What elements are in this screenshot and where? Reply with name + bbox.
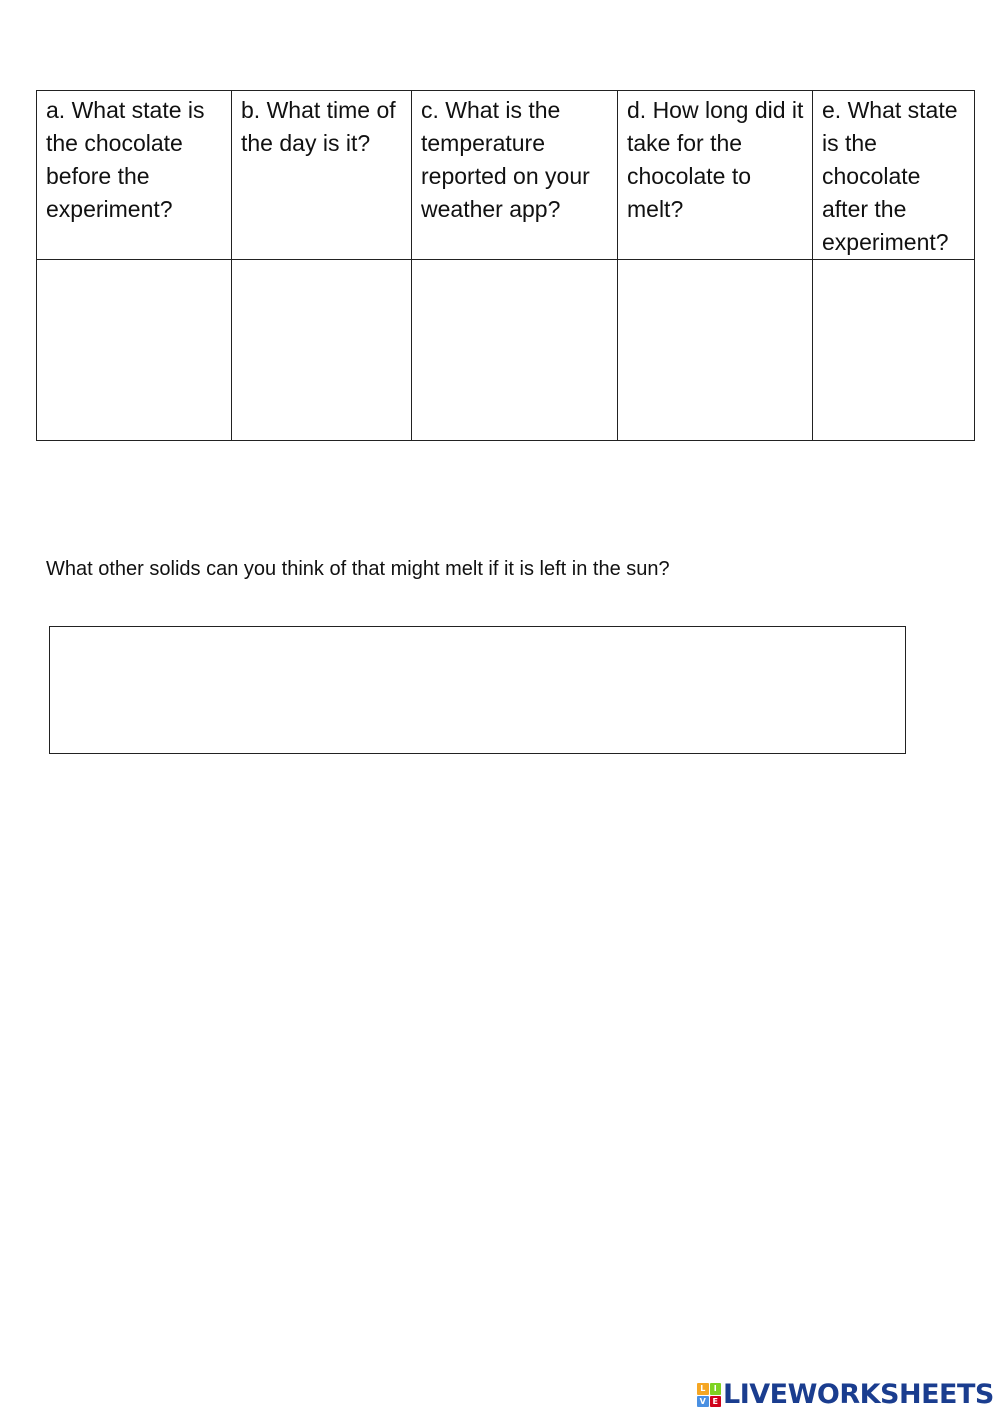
logo-mark-icon [697,1383,721,1407]
logo-text: LIVEWORKSHEETS [723,1379,994,1410]
answer-cell-state-after[interactable] [813,260,975,441]
logo-letter-e: E [710,1396,722,1408]
answer-cell-temperature[interactable] [412,260,618,441]
header-state-before: a. What state is the chocolate before the experiment? [37,91,232,260]
header-melt-duration: d. How long did it take for the chocolate to melt? [618,91,813,260]
answer-input-state-after[interactable] [813,260,974,440]
answer-cell-time-of-day[interactable] [232,260,412,441]
header-state-after: e. What state is the chocolate after the experiment? [813,91,975,260]
answer-input-state-before[interactable] [37,260,231,440]
answer-cell-melt-duration[interactable] [618,260,813,441]
logo-letter-i: I [710,1383,722,1395]
logo-letter-v: V [697,1396,709,1408]
logo-letter-l: L [697,1383,709,1395]
liveworksheets-logo [697,1378,994,1412]
answer-cell-state-before[interactable] [37,260,232,441]
worksheet-table [36,90,975,441]
header-temperature: c. What is the temperature reported on your weather app? [412,91,618,260]
header-time-of-day: b. What time of the day is it? [232,91,412,260]
answer-input-time-of-day[interactable] [232,260,411,440]
table-answer-row [37,260,975,441]
answer-input-melt-duration[interactable] [618,260,812,440]
question-prompt: What other solids can you think of that might melt if it is left in the sun? [46,558,670,580]
other-solids-answer-box[interactable] [49,626,906,754]
answer-input-temperature[interactable] [412,260,617,440]
table-header-row [37,91,975,260]
